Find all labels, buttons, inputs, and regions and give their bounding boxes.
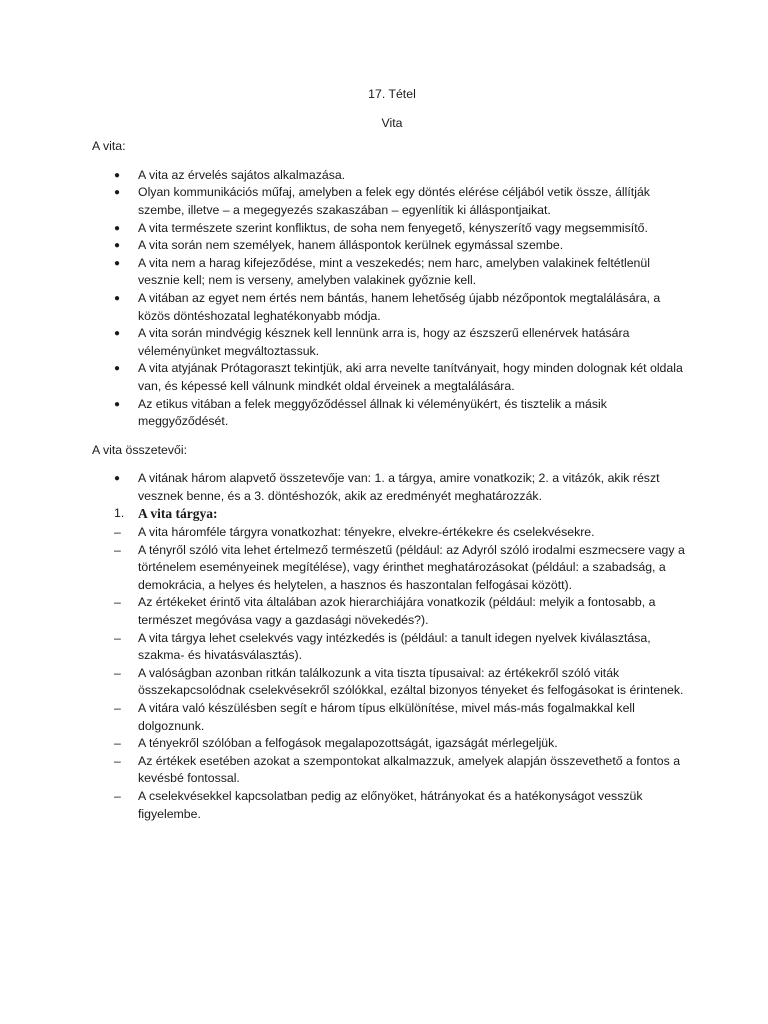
list-item: [92, 542, 692, 595]
list-item: [92, 360, 692, 395]
dash-icon: –: [114, 788, 121, 803]
list-item-text: A cselekvésekkel kapcsolatban pedig az előnyöket, hátrányokat és a hatékonyságot vesszük figyelembe.: [138, 788, 643, 821]
list-item-text: Az etikus vitában a felek meggyőződéssel állnak ki véleményükért, és tisztelik a másik meggyőződését.: [138, 396, 607, 429]
bullet-icon: ●: [114, 398, 121, 410]
bullet-icon: ●: [114, 169, 121, 181]
list-item: [92, 255, 692, 290]
list-item: [92, 184, 692, 219]
list-item: [92, 290, 692, 325]
list-item-text: A vita atyjának Prótagoraszt tekintjük, aki arra nevelte tanítványait, hogy minden dolognak két oldala van, és képessé kell válnunk mindkét oldal érveinek a megtalálására.: [138, 361, 683, 393]
numbered-heading-vita-targya: [92, 505, 692, 524]
list-item: [92, 325, 692, 360]
dash-icon: –: [114, 630, 121, 645]
list-item-text: A vita háromféle tárgyra vonatkozhat: tényekre, elvekre-értékekre és cselekvésekre.: [138, 525, 595, 540]
list-number: 1.: [114, 506, 125, 521]
list-item: [92, 665, 692, 700]
list-item: [92, 470, 692, 505]
list-item-text: A vita az érvelés sajátos alkalmazása.: [138, 167, 346, 182]
section-heading-osszetevok: A vita összetevői:: [92, 442, 188, 457]
list-item-text: Az értékeket érintő vita általában azok hierarchiájára vonatkozik (például: melyik a fontosabb, a természet megóvása vagy a gazdasági növekedés?).: [138, 595, 656, 628]
bullet-icon: ●: [114, 328, 121, 340]
bullet-list-osszetevok: [92, 470, 692, 505]
document-subtitle: Vita: [381, 115, 403, 130]
list-item: [92, 700, 692, 735]
list-item-text: Olyan kommunikációs műfaj, amelyben a felek egy döntés elérése céljából vetik össze, állítják szembe, illetve – a megegyezés szakaszában – egyenlítik ki álláspontjaikat.: [138, 185, 650, 217]
dash-icon: –: [114, 736, 121, 751]
bullet-icon: ●: [114, 363, 121, 375]
section-heading-vita: A vita:: [92, 139, 126, 154]
list-item-text: A vitának három alapvető összetevője van: 1. a tárgya, amire vonatkozik; 2. a vitázók, akik részt vesznek benne, és a 3. döntéshozók, akik az eredményét meghatározzák.: [138, 471, 660, 503]
bullet-icon: ●: [114, 473, 121, 485]
list-item-text: A tényekről szólóban a felfogások megalapozottságát, igazságát mérlegeljük.: [138, 736, 558, 751]
list-item-text: A vita tárgya lehet cselekvés vagy intézkedés is (például: a tanult idegen nyelvek kiválasztása, szakma- és hivatásválasztás).: [138, 630, 651, 663]
document-title: 17. Tétel: [368, 87, 416, 101]
list-item-text: A vita természete szerint konfliktus, de soha nem fenyegető, kényszerítő vagy megsemmisítő.: [138, 220, 648, 235]
list-item: [92, 396, 692, 431]
list-item-text: A vita során mindvégig késznek kell lennünk arra is, hogy az észszerű ellenérvek hatására véleményünket megváltoztassuk.: [138, 326, 630, 358]
list-item-text: A vita nem a harag kifejeződése, mint a veszekedés; nem harc, amelyben valakinek feltétlenül vesznie kell; nem is verseny, amelyben valakinek győznie kell.: [138, 255, 650, 288]
bullet-icon: ●: [114, 222, 121, 234]
bullet-list-vita: [92, 167, 692, 431]
bullet-icon: ●: [114, 257, 121, 269]
list-item-text: Az értékek esetében azokat a szempontokat alkalmazzuk, amelyek alapján összevethető a fontos a kevésbé fontossal.: [138, 753, 681, 786]
dash-icon: –: [114, 753, 121, 768]
bullet-icon: ●: [114, 187, 121, 199]
list-item: [92, 753, 692, 788]
list-item: [92, 735, 692, 753]
list-item: [92, 788, 692, 823]
list-item: [92, 630, 692, 665]
list-item: [92, 594, 692, 629]
list-item: [92, 524, 692, 542]
numbered-heading-text: A vita tárgya:: [138, 506, 218, 522]
list-item-text: A tényről szóló vita lehet értelmező természetű (például: az Adyról szóló irodalmi eszmecsere vagy a történelem eseményeinek megítélése), vagy érinthet meghatározásokat (például: a szabadság, a demokrácia, a helyes és helytelen, a hasznos és haszontalan felfogásai között).: [138, 542, 685, 592]
bullet-icon: ●: [114, 240, 121, 252]
dash-icon: –: [114, 665, 121, 680]
bullet-icon: ●: [114, 292, 121, 304]
dash-icon: –: [114, 595, 121, 610]
list-item-text: A vita során nem személyek, hanem álláspontok kerülnek egymással szembe.: [138, 238, 564, 253]
document-content: [92, 86, 692, 823]
list-item: [92, 220, 692, 238]
dash-list-vita-targya: [92, 524, 692, 823]
dash-icon: –: [114, 542, 121, 557]
list-item-text: A valóságban azonban ritkán találkozunk a vita tiszta típusaival: az értékekről szóló viták összekapcsolódnak cselekvésekről szólókkal, ezáltal bizonyos tényeket és felfogásokat is érintenek.: [138, 665, 684, 698]
list-item: [92, 167, 692, 185]
list-item-text: A vitában az egyet nem értés nem bántás, hanem lehetőség újabb nézőpontok megtalálására, a közös döntéshozatal leghatékonyabb módja.: [138, 290, 661, 323]
list-item-text: A vitára való készülésben segít e három típus elkülönítése, mivel más-más fogalmakkal kell dolgoznunk.: [138, 701, 635, 733]
list-item: [92, 237, 692, 255]
dash-icon: –: [114, 701, 121, 715]
dash-icon: –: [114, 525, 121, 540]
